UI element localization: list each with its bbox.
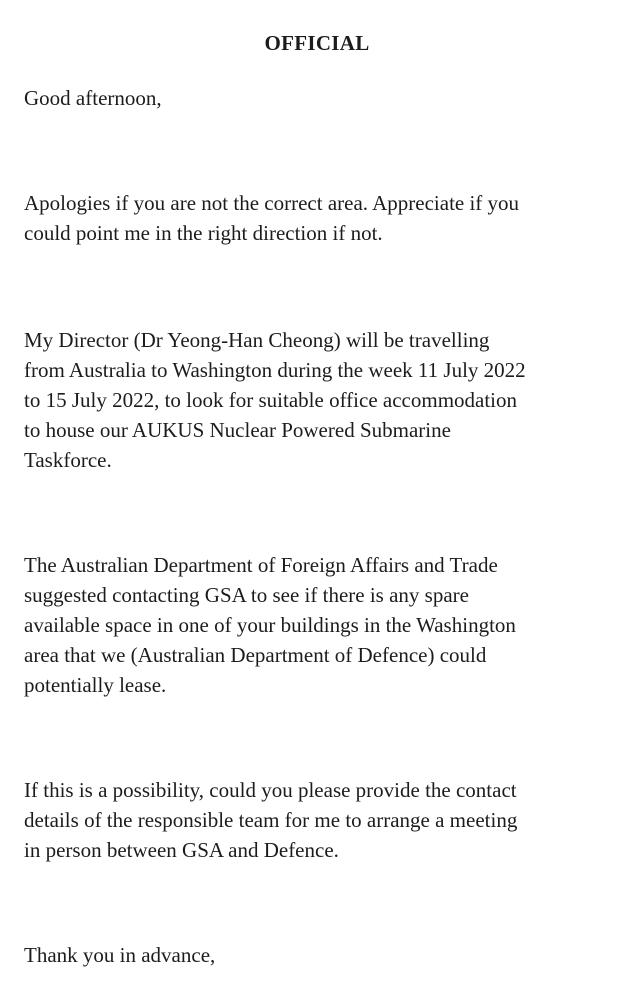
paragraph-line: in person between GSA and Defence. xyxy=(24,838,339,862)
dfat-suggestion-paragraph xyxy=(24,550,624,700)
greeting-line xyxy=(24,83,624,113)
paragraph-line: suggested contacting GSA to see if there is any spare xyxy=(24,583,469,607)
apology-paragraph xyxy=(24,188,624,248)
paragraph-line: could point me in the right direction if not. xyxy=(24,221,383,245)
paragraph-line: to house our AUKUS Nuclear Powered Submarine xyxy=(24,418,451,442)
director-travel-paragraph xyxy=(24,325,624,475)
paragraph-line: area that we (Australian Department of Defence) could xyxy=(24,643,487,667)
paragraph-line: Apologies if you are not the correct area. Appreciate if you xyxy=(24,191,520,215)
paragraph-line: The Australian Department of Foreign Affairs and Trade xyxy=(24,553,498,577)
paragraph-line: Taskforce. xyxy=(24,448,112,472)
paragraph-line: My Director (Dr Yeong-Han Cheong) will be travelling xyxy=(24,328,490,352)
paragraph-line: details of the responsible team for me to arrange a meeting xyxy=(24,808,518,832)
closing-line xyxy=(24,940,624,970)
closing-text: Thank you in advance, xyxy=(24,943,216,967)
paragraph-line: available space in one of your buildings in the Washington xyxy=(24,613,516,637)
paragraph-line: potentially lease. xyxy=(24,673,167,697)
classification-marking: OFFICIAL xyxy=(264,31,370,55)
paragraph-line: to 15 July 2022, to look for suitable office accommodation xyxy=(24,388,518,412)
greeting-text: Good afternoon, xyxy=(24,86,162,110)
contact-request-paragraph xyxy=(24,775,624,865)
paragraph-line: If this is a possibility, could you please provide the contact xyxy=(24,778,517,802)
paragraph-line: from Australia to Washington during the week 11 July 2022 xyxy=(24,358,526,382)
